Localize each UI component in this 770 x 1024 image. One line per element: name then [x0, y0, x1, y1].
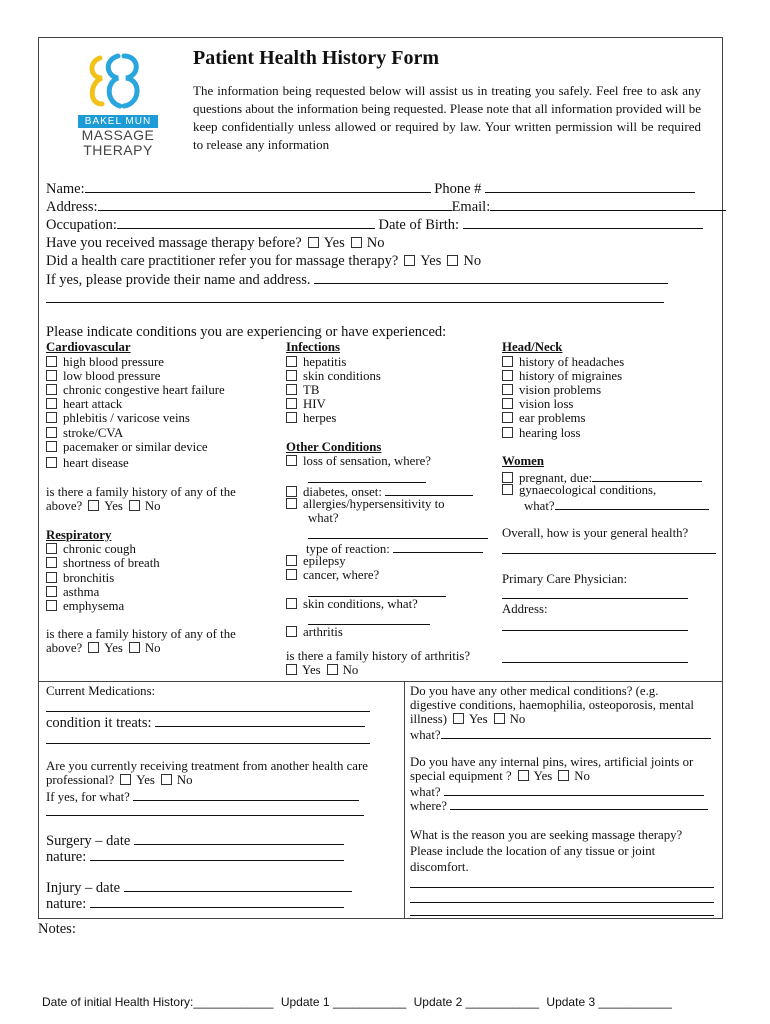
overall-health-q: Overall, how is your general health? — [502, 526, 689, 540]
item-label: shortness of breath — [63, 556, 160, 570]
what-label: what? — [524, 499, 555, 513]
injury-date-field[interactable] — [124, 879, 352, 892]
headneck-item[interactable] — [502, 397, 573, 412]
checkbox[interactable] — [502, 370, 513, 381]
address-label: Address: — [46, 199, 98, 215]
pins-what-field[interactable] — [444, 783, 704, 796]
cardio-item[interactable] — [46, 383, 225, 398]
infection-item[interactable] — [286, 411, 336, 426]
women-heading: Women — [502, 454, 544, 468]
headneck-item[interactable] — [502, 369, 622, 384]
dob-field[interactable] — [463, 216, 703, 229]
checkbox[interactable] — [502, 484, 513, 495]
cardio-family-q2 — [46, 499, 161, 514]
checkbox[interactable] — [88, 642, 99, 653]
checkbox[interactable] — [404, 255, 415, 266]
checkbox[interactable] — [46, 600, 57, 611]
checkbox[interactable] — [286, 569, 297, 580]
item-label: gynaecological conditions, — [519, 483, 657, 497]
checkbox[interactable] — [46, 412, 57, 423]
nature-label: nature: — [46, 896, 87, 912]
treats-label: condition it treats: — [46, 715, 152, 731]
injury-nature-field[interactable] — [90, 895, 344, 908]
checkbox[interactable] — [46, 557, 57, 568]
epilepsy-item[interactable] — [286, 554, 346, 569]
headneck-item[interactable] — [502, 411, 585, 426]
checkbox[interactable] — [286, 412, 297, 423]
question-label: above? — [46, 499, 83, 513]
item-label: high blood pressure — [63, 355, 164, 369]
item-label: asthma — [63, 585, 100, 599]
item-label: bronchitis — [63, 571, 115, 585]
email-label: Email: — [451, 199, 491, 215]
yes-label: Yes — [468, 712, 488, 726]
checkbox[interactable] — [286, 664, 297, 675]
section-divider — [38, 681, 723, 682]
cardio-item[interactable] — [46, 411, 190, 426]
item-label: history of migraines — [519, 369, 623, 383]
pins-where-row — [410, 797, 708, 814]
cancer-item[interactable] — [286, 568, 379, 583]
checkbox[interactable] — [286, 486, 297, 497]
pcp-address-field-2[interactable] — [502, 662, 688, 663]
surgery-nature-field[interactable] — [90, 848, 344, 861]
no-label: No — [574, 769, 590, 783]
checkbox[interactable] — [46, 370, 57, 381]
cardio-item[interactable] — [46, 440, 208, 455]
logo-name: BAKEL MUN — [78, 115, 158, 128]
surgery-nature-row — [46, 848, 344, 866]
treats-row — [46, 714, 365, 732]
gyn-field[interactable] — [555, 497, 709, 510]
phone-label: Phone # — [434, 181, 482, 197]
cardio-item[interactable] — [46, 369, 160, 384]
meds-label: Current Medications: — [46, 684, 156, 698]
infection-item[interactable] — [286, 369, 381, 384]
due-field[interactable] — [592, 469, 702, 482]
no-label: No — [366, 235, 385, 251]
receiving-q1: Are you currently receiving treatment from another health care — [46, 759, 368, 773]
what-label: what? — [410, 728, 441, 742]
reason-q2: Please include the location of any tissue or joint — [410, 844, 656, 858]
if-yes-row — [46, 271, 668, 289]
occupation-label: Occupation: — [46, 217, 117, 233]
no-label: No — [176, 773, 193, 787]
question-label: professional? — [46, 773, 115, 787]
referrer-field-2[interactable] — [46, 302, 664, 303]
gyn-item[interactable] — [502, 483, 656, 498]
yes-label: Yes — [104, 499, 123, 513]
headneck-item[interactable] — [502, 383, 601, 398]
item-label: stroke/CVA — [63, 426, 124, 440]
respiratory-heading: Respiratory — [46, 528, 112, 542]
item-label: loss of sensation, where? — [303, 454, 431, 468]
item-label: skin conditions — [303, 369, 381, 383]
family-arthritis-q: is there a family history of arthritis? — [286, 649, 471, 663]
headneck-item[interactable] — [502, 426, 581, 441]
item-label: cancer, where? — [303, 568, 380, 582]
no-label: No — [463, 253, 482, 269]
item-label: hepatitis — [303, 355, 347, 369]
checkbox[interactable] — [502, 472, 513, 483]
resp-family-q1: is there a family history of any of the — [46, 627, 236, 641]
initial-date-field[interactable]: Date of initial Health History:____________ — [42, 995, 274, 1009]
item-label: arthritis — [303, 625, 343, 639]
conditions-prompt: Please indicate conditions you are experiencing or have experienced: — [46, 324, 447, 340]
footer — [42, 995, 672, 1009]
resp-family-q2 — [46, 641, 161, 656]
checkbox[interactable] — [46, 427, 57, 438]
meds-field[interactable] — [46, 711, 370, 712]
pins-q2 — [410, 769, 590, 784]
surgery-date-field[interactable] — [134, 832, 344, 845]
other-conditions-q2: digestive conditions, haemophilia, osteoporosis, mental — [410, 698, 694, 712]
arthritis-item[interactable] — [286, 625, 343, 640]
checkbox[interactable] — [327, 664, 338, 675]
checkbox[interactable] — [161, 774, 172, 785]
pins-q1: Do you have any internal pins, wires, artificial joints or — [410, 755, 694, 769]
logo-mark-icon — [78, 52, 158, 110]
item-label: diabetes, onset: — [303, 485, 382, 499]
reaction-label: type of reaction: — [306, 542, 390, 556]
checkbox[interactable] — [502, 398, 513, 409]
headneck-item[interactable] — [502, 355, 624, 370]
update-2-field[interactable]: Update 2 ___________ — [413, 995, 540, 1009]
item-label: herpes — [303, 411, 337, 425]
item-label: chronic congestive heart failure — [63, 383, 225, 397]
update-1-field[interactable]: Update 1 ___________ — [280, 995, 407, 1009]
infection-item[interactable] — [286, 355, 346, 370]
for-what-field-2[interactable] — [46, 815, 364, 816]
name-row — [46, 180, 695, 198]
infection-item[interactable] — [286, 383, 319, 398]
pcp-address-label: Address: — [502, 602, 548, 616]
item-label: TB — [303, 383, 320, 397]
item-label: heart disease — [63, 456, 129, 470]
item-label: emphysema — [63, 599, 125, 613]
treats-field[interactable] — [155, 714, 365, 727]
checkbox[interactable] — [46, 457, 57, 468]
item-label: history of headaches — [519, 355, 625, 369]
email-field[interactable] — [490, 198, 726, 211]
infections-heading: Infections — [286, 340, 341, 354]
item-label: chronic cough — [63, 542, 136, 556]
checkbox[interactable] — [88, 500, 99, 511]
skin-item[interactable] — [286, 597, 418, 612]
dob-label: Date of Birth: — [378, 217, 460, 233]
resp-item[interactable] — [46, 599, 124, 614]
what-label: what? — [410, 785, 441, 799]
notes-label: Notes: — [38, 921, 76, 937]
yes-label: Yes — [136, 773, 155, 787]
logo-line-3: THERAPY — [83, 142, 153, 158]
checkbox[interactable] — [286, 626, 297, 637]
resp-item[interactable] — [46, 571, 114, 586]
gyn-what-row — [524, 497, 709, 514]
checkbox[interactable] — [494, 713, 505, 724]
allergies-item[interactable] — [286, 497, 445, 512]
for-what-field[interactable] — [133, 788, 359, 801]
checkbox[interactable] — [46, 543, 57, 554]
where-label: where? — [410, 799, 447, 813]
checkbox[interactable] — [447, 255, 458, 266]
allergies-what: what? — [308, 511, 339, 525]
checkbox[interactable] — [286, 384, 297, 395]
item-label: heart attack — [63, 397, 123, 411]
referrer-field[interactable] — [314, 271, 668, 284]
massage-before-row — [46, 235, 384, 252]
reason-field-2[interactable] — [410, 902, 714, 903]
treats-field-2[interactable] — [46, 743, 370, 744]
reaction-field[interactable] — [393, 540, 483, 553]
logo — [78, 52, 158, 156]
item-label: pacemaker or similar device — [63, 440, 208, 454]
checkbox[interactable] — [453, 713, 464, 724]
resp-item[interactable] — [46, 556, 160, 571]
item-label: HIV — [303, 397, 326, 411]
nature-label: nature: — [46, 849, 87, 865]
cardio-item[interactable] — [46, 456, 129, 471]
injury-label: Injury – date — [46, 880, 121, 896]
loss-item[interactable] — [286, 454, 431, 469]
allergies-field[interactable] — [308, 538, 488, 539]
pins-where-field[interactable] — [450, 797, 708, 810]
receiving-q2 — [46, 773, 193, 788]
massage-before-label: Have you received massage therapy before? — [46, 235, 302, 251]
cardiovascular-heading: Cardiovascular — [46, 340, 131, 354]
name-field[interactable] — [85, 180, 431, 193]
if-yes-label: If yes, please provide their name and address. — [46, 272, 311, 288]
no-label: No — [144, 499, 161, 513]
pcp-address-field[interactable] — [502, 630, 688, 631]
update-3-field[interactable]: Update 3 ___________ — [546, 995, 672, 1009]
checkbox[interactable] — [129, 500, 140, 511]
cardio-item[interactable] — [46, 355, 164, 370]
occupation-row — [46, 216, 703, 234]
item-label: hearing loss — [519, 426, 581, 440]
checkbox[interactable] — [46, 441, 57, 452]
injury-nature-row — [46, 895, 344, 913]
checkbox[interactable] — [351, 237, 362, 248]
no-label: No — [342, 663, 359, 677]
diabetes-field[interactable] — [385, 483, 473, 496]
no-label: No — [144, 641, 161, 655]
question-label: illness) — [410, 712, 447, 726]
pcp-label: Primary Care Physician: — [502, 572, 628, 586]
family-arthritis-answer — [280, 663, 358, 678]
other-conditions-q1: Do you have any other medical conditions? (e.g. — [410, 684, 659, 698]
item-label: skin conditions, what? — [303, 597, 418, 611]
headneck-heading: Head/Neck — [502, 340, 563, 354]
cardio-item[interactable] — [46, 426, 123, 441]
item-label: low blood pressure — [63, 369, 161, 383]
item-label: ear problems — [519, 411, 586, 425]
other-conditions-heading: Other Conditions — [286, 440, 382, 454]
yes-label: Yes — [302, 663, 321, 677]
address-row — [46, 198, 726, 216]
checkbox[interactable] — [120, 774, 131, 785]
checkbox[interactable] — [502, 356, 513, 367]
intro-text: The information being requested below will assist us in treating you safely. Feel free to ask any questions about the information being requested. Please note that all information provided will be keep confidentially unless allowed or required by law. Your written permission will be required to release any information — [193, 83, 701, 152]
checkbox[interactable] — [46, 586, 57, 597]
yes-label: Yes — [104, 641, 123, 655]
question-label: above? — [46, 641, 83, 655]
item-label: vision problems — [519, 383, 602, 397]
no-label: No — [509, 712, 526, 726]
checkbox[interactable] — [286, 455, 297, 466]
for-what-row — [46, 788, 359, 805]
yes-label: Yes — [420, 253, 442, 269]
surgery-label: Surgery – date — [46, 833, 131, 849]
referral-label: Did a health care practitioner refer you for massage therapy? — [46, 253, 399, 269]
checkbox[interactable] — [286, 598, 297, 609]
other-what-row — [410, 726, 711, 743]
checkbox[interactable] — [46, 356, 57, 367]
checkbox[interactable] — [46, 398, 57, 409]
checkbox[interactable] — [129, 642, 140, 653]
pcp-field[interactable] — [502, 598, 688, 599]
checkbox[interactable] — [286, 398, 297, 409]
phone-field[interactable] — [485, 180, 695, 193]
yes-label: Yes — [533, 769, 553, 783]
checkbox[interactable] — [502, 427, 513, 438]
column-divider — [404, 681, 405, 919]
item-label: allergies/hypersensitivity to — [303, 497, 445, 511]
checkbox[interactable] — [286, 356, 297, 367]
other-conditions-q3 — [410, 712, 525, 727]
for-what-label: If yes, for what? — [46, 790, 130, 804]
occupation-field[interactable] — [117, 216, 375, 229]
item-label: epilepsy — [303, 554, 346, 568]
item-label: pregnant, due: — [519, 471, 593, 485]
checkbox[interactable] — [46, 384, 57, 395]
checkbox[interactable] — [518, 770, 529, 781]
reason-field-1[interactable] — [410, 887, 714, 888]
checkbox[interactable] — [558, 770, 569, 781]
reason-field-3[interactable] — [410, 915, 714, 916]
checkbox[interactable] — [502, 412, 513, 423]
overall-health-field[interactable] — [502, 553, 716, 554]
yes-label: Yes — [323, 235, 345, 251]
name-label: Name: — [46, 181, 85, 197]
address-field[interactable] — [98, 198, 452, 211]
other-what-field[interactable] — [441, 726, 711, 739]
reason-q3: discomfort. — [410, 860, 469, 874]
resp-item[interactable] — [46, 585, 99, 600]
referral-row — [46, 253, 481, 270]
infection-item[interactable] — [286, 397, 326, 412]
reason-q1: What is the reason you are seeking massage therapy? — [410, 828, 683, 842]
cardio-family-q1: is there a family history of any of the — [46, 485, 236, 499]
page-title: Patient Health History Form — [193, 47, 440, 69]
item-label: phlebitis / varicose veins — [63, 411, 190, 425]
checkbox[interactable] — [286, 555, 297, 566]
checkbox[interactable] — [286, 498, 297, 509]
question-label: special equipment ? — [410, 769, 512, 783]
cardio-item[interactable] — [46, 397, 122, 412]
checkbox[interactable] — [286, 370, 297, 381]
checkbox[interactable] — [308, 237, 319, 248]
item-label: vision loss — [519, 397, 574, 411]
resp-item[interactable] — [46, 542, 136, 557]
checkbox[interactable] — [502, 384, 513, 395]
checkbox[interactable] — [46, 572, 57, 583]
logo-line-2: MASSAGE — [81, 127, 155, 143]
